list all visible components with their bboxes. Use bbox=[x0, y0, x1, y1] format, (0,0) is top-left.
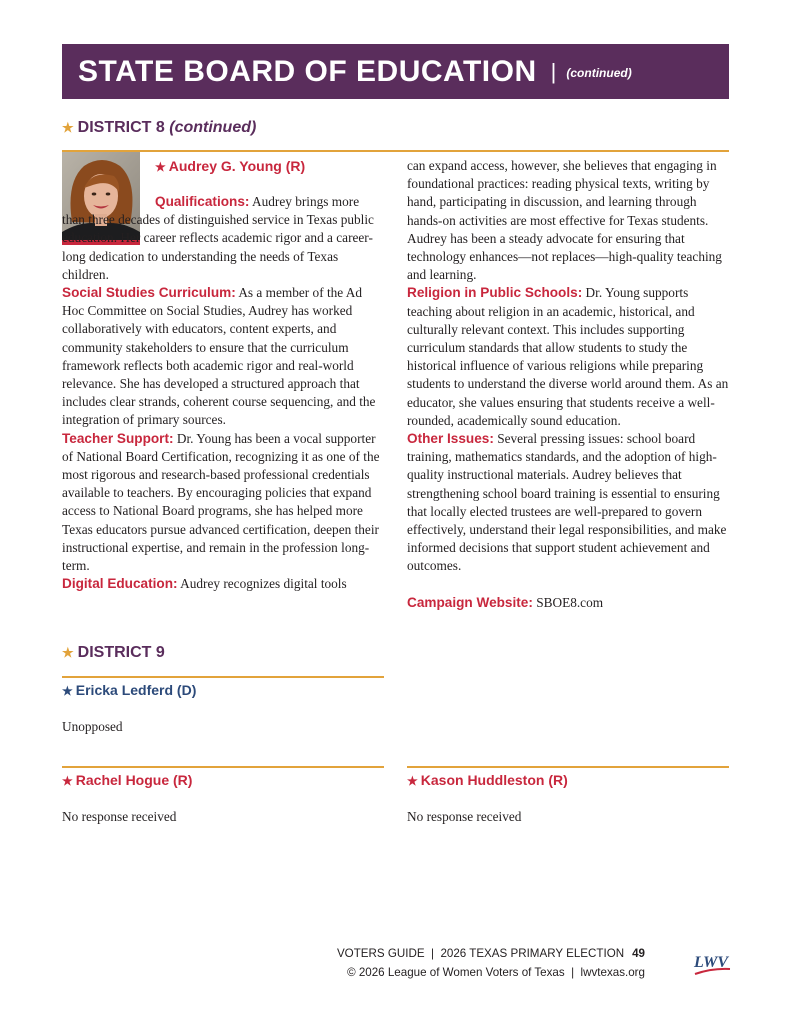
star-icon: ★ bbox=[62, 774, 73, 788]
candidate-name-text: Kason Huddleston (R) bbox=[420, 772, 568, 788]
candidate-name bbox=[407, 772, 568, 788]
candidate-name bbox=[155, 158, 305, 174]
lwv-logo bbox=[692, 950, 732, 978]
qualifications-label: Qualifications: bbox=[155, 194, 250, 209]
candidate-divider bbox=[62, 766, 384, 768]
candidate-status: No response received bbox=[407, 809, 522, 824]
footer-line-2 bbox=[347, 966, 645, 979]
campaign-website-label: Campaign Website: bbox=[407, 594, 533, 610]
qualifications-paragraph bbox=[62, 193, 384, 284]
digital-education-text: Audrey recognizes digital tools bbox=[177, 576, 347, 592]
star-icon: ★ bbox=[62, 645, 74, 660]
district-9-heading bbox=[62, 644, 165, 662]
candidate-heading bbox=[155, 157, 385, 176]
district-8-divider bbox=[62, 150, 729, 152]
other-issues-paragraph bbox=[407, 430, 729, 576]
other-issues-label: Other Issues: bbox=[407, 431, 494, 447]
star-icon: ★ bbox=[155, 160, 166, 174]
candidate-name-text: Rachel Hogue (R) bbox=[75, 772, 193, 788]
banner-subtitle: (continued) bbox=[566, 65, 632, 80]
district-8-heading bbox=[62, 119, 256, 137]
district-8-right-column bbox=[407, 157, 729, 612]
religion-label: Religion in Public Schools: bbox=[407, 285, 583, 301]
footer-copyright: © 2026 League of Women Voters of Texas | lwvtexas.org bbox=[347, 966, 645, 979]
teacher-support-paragraph bbox=[62, 430, 384, 576]
candidate-status: Unopposed bbox=[62, 719, 123, 734]
candidate-divider bbox=[407, 766, 729, 768]
candidate-name-text: Audrey G. Young (R) bbox=[168, 158, 306, 174]
section-banner bbox=[62, 44, 729, 99]
religion-paragraph bbox=[407, 284, 729, 430]
star-icon: ★ bbox=[62, 684, 73, 698]
candidate-name-text: Ericka Ledferd (D) bbox=[75, 682, 197, 698]
digital-education-continued bbox=[407, 157, 729, 284]
district-8-title: DISTRICT 8 bbox=[77, 119, 165, 136]
social-studies-paragraph bbox=[62, 284, 384, 430]
teacher-support-label: Teacher Support: bbox=[62, 430, 174, 446]
digital-education-continued-text: can expand access, however, she believes that engaging in foundational practices: reading physical texts, writing by hand, participating in discussion, and learning through hands-on activities are most effective for Texas students. Audrey has been a steady advocate for ensuring that technology enhances—not replaces—high-quality teaching and learning. bbox=[407, 158, 722, 283]
star-icon: ★ bbox=[407, 774, 418, 788]
candidate-status: No response received bbox=[62, 809, 177, 824]
religion-text: Dr. Young supports teaching about religion in an academic, historical, and culturally relevant context. This includes supporting curriculum standards that allow students to study the historical influence of various religions while preparing students to understand the diverse world around them. As an educator, she values ensuring that students receive a well-rounded, academically sound education. bbox=[407, 285, 729, 428]
candidate-name bbox=[62, 682, 196, 698]
page-number: 49 bbox=[632, 947, 645, 960]
social-studies-label: Social Studies Curriculum: bbox=[62, 285, 236, 301]
campaign-website-link[interactable]: SBOE8.com bbox=[536, 594, 604, 610]
footer-publication: VOTERS GUIDE | 2026 TEXAS PRIMARY ELECTION bbox=[336, 947, 625, 960]
district-8-continued: (continued) bbox=[169, 119, 257, 136]
logo-text: LWV bbox=[694, 954, 729, 971]
banner-separator: | bbox=[550, 58, 557, 84]
campaign-website bbox=[407, 594, 729, 612]
other-issues-text: Several pressing issues: school board training, mathematics standards, and the adoption of high-quality instructional materials. Audrey believes that strengthening school board training is essential to ensuring that locally elected trustees are well-prepared to govern effectively, understand their legal responsibilities, and make informed decisions that support student achievement and outcomes. bbox=[407, 431, 727, 574]
star-icon: ★ bbox=[62, 120, 74, 135]
candidate-name bbox=[62, 772, 192, 788]
footer-line-1 bbox=[337, 947, 645, 960]
qualifications-text: Audrey brings more than three decades of distinguished service in Texas public education. Her career reflects academic rigor and a career-long dedication to understanding the needs of Texas children. bbox=[62, 194, 374, 282]
digital-education-paragraph bbox=[62, 575, 384, 593]
page-title: STATE BOARD OF EDUCATION bbox=[78, 54, 537, 88]
digital-education-label: Digital Education: bbox=[62, 576, 178, 592]
district-9-divider bbox=[62, 676, 384, 678]
district-8-left-column bbox=[62, 193, 384, 593]
teacher-support-text: Dr. Young has been a vocal supporter of National Board Certification, recognizing it as one of the most rigorous and research-based professional credentials available to teachers. By encouraging policies that expand access to National Board programs, she has helped more Texas educators pursue advanced certification, deepen their instructional expertise, and remain in the profession long-term. bbox=[62, 430, 380, 574]
district-9-title: DISTRICT 9 bbox=[77, 644, 165, 661]
social-studies-text: As a member of the Ad Hoc Committee on Social Studies, Audrey has worked collaboratively with educators, content experts, and community stakeholders to ensure that the curriculum framework reflects both academic rigor and real-world relevance. She has developed a structured approach that includes clear strands, coherent course sequencing, and the integration of primary sources. bbox=[62, 285, 376, 428]
